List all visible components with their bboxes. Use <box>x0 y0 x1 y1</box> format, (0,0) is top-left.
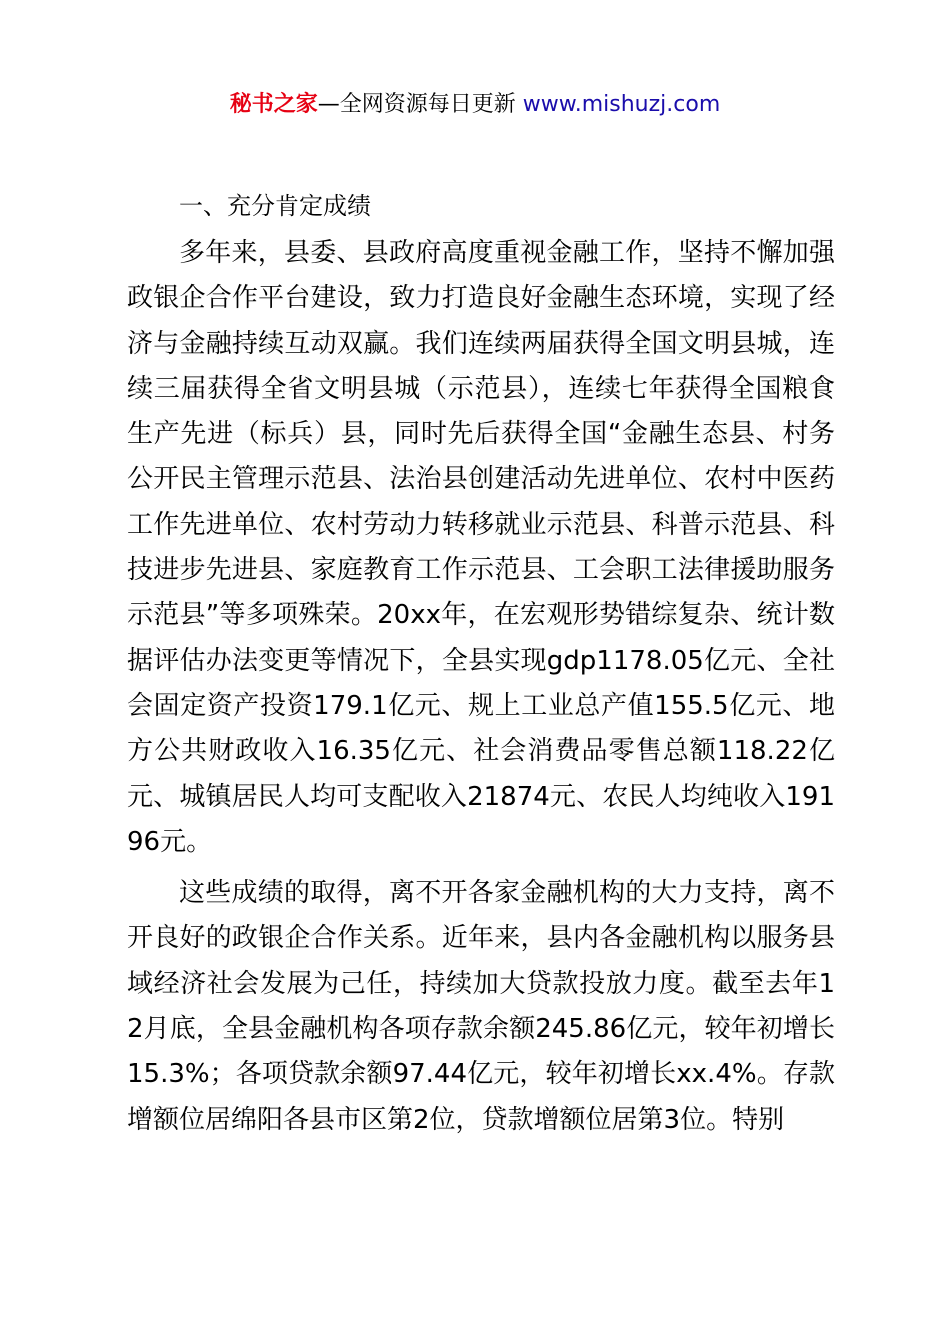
document-body <box>127 185 835 1149</box>
section-heading: 一、充分肯定成绩 <box>179 192 371 220</box>
site-url-link[interactable]: www.mishuzj.com <box>522 92 721 117</box>
paragraph-financial-support: 这些成绩的取得，离不开各家金融机构的大力支持，离不开良好的政银企合作关系。近年来，县内各金融机构以服务县域经济社会发展为己任，持续加大贷款投放力度。截至去年12月底，全县金融机构各项存款余额245.86亿元，较年初增长15.3%；各项贷款余额97.44亿元，较年初增长xx.4%。存款增额位居绵阳各县市区第2位，贷款增额位居第3位。特别 <box>127 878 835 1135</box>
banner-tagline: —全网资源每日更新 <box>317 92 523 117</box>
site-banner <box>0 90 950 120</box>
brand-name: 秘书之家 <box>229 92 318 117</box>
paragraph-achievements: 多年来，县委、县政府高度重视金融工作，坚持不懈加强政银企合作平台建设，致力打造良好金融生态环境，实现了经济与金融持续互动双赢。我们连续两届获得全国文明县城，连续三届获得全省文明县城（示范县），连续七年获得全国粮食生产先进（标兵）县，同时先后获得全国“金融生态县、村务公开民主管理示范县、法治县创建活动先进单位、农村中医药工作先进单位、农村劳动力转移就业示范县、科普示范县、科技进步先进县、家庭教育工作示范县、工会职工法律援助服务示范县”等多项殊荣。20xx年，在宏观形势错综复杂、统计数据评估办法变更等情况下，全县实现gdp1178.05亿元、全社会固定资产投资179.1亿元、规上工业总产值155.5亿元、地方公共财政收入16.35亿元、社会消费品零售总额118.22亿元、城镇居民人均可支配收入21874元、农民人均纯收入19196元。 <box>127 238 835 857</box>
